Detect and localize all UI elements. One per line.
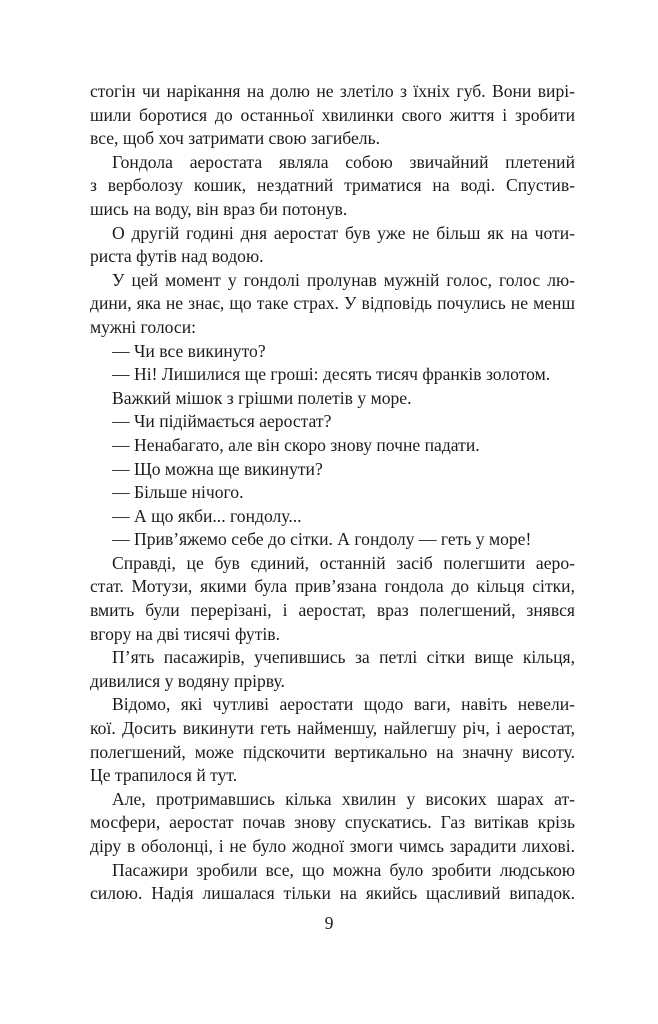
text-line: все, щоб хоч затримати свою загибель. [90,128,380,149]
text-line: дини, яка не знає, що таке страх. У відповідь почулись не менш [90,293,575,314]
text-line: У цей момент у гондолі пролунав мужній голос, голос лю- [112,269,575,290]
text-line: — Чи все викинуто? [112,340,266,361]
text-line: — А що якби... гондолу... [112,505,302,526]
text-line: — Прив’яжемо себе до сітки. А гондолу — геть у море! [112,529,532,550]
text-line: О другій годині дня аеростат був уже не більш як на чоти- [112,222,575,243]
text-line: П’ять пасажирів, учепившись за петлі сітки вище кільця, [112,647,575,668]
page-number: 9 [324,913,334,933]
text-line: Пасажири зробили все, що можна було зробити людською [112,859,575,880]
text-line: шись на воду, він враз би потонув. [90,198,348,219]
text-line: мужні голоси: [90,316,197,337]
text-line: Це трапилося й тут. [90,765,238,786]
text-line: стогін чи нарікання на долю не злетіло з їхніх губ. Вони вирі- [90,81,575,101]
text-line: Відомо, які чутливі аеростати щодо ваги, навіть невели- [112,694,575,715]
text-line: Гондола аеростата являла собою звичайний плетений [112,151,575,172]
text-line: — Більше нічого. [112,482,244,503]
page-body [90,80,575,906]
text-line: — Ні! Лишилися ще гроші: десять тисяч франків золотом. [112,364,551,385]
text-line: силою. Надія лишалася тільки на якийсь щасливий випадок. [90,883,575,904]
text-line: мосфери, аеростат почав знову спускатись. Газ витікав крізь [90,812,575,833]
text-line: вмить були перерізані, і аеростат, враз полегшений, знявся [90,600,575,621]
text-line: вгору на дві тисячі футів. [90,623,280,644]
text-line: — Ненабагато, але він скоро знову почне падати. [112,434,480,455]
text-line: риста футів над водою. [90,246,264,267]
text-line: кої. Досить викинути геть найменшу, найлегшу річ, і аеростат, [90,718,575,739]
text-line: — Чи підіймається аеростат? [112,411,332,432]
text-line: стат. Мотузи, якими була прив’язана гондола до кільця сітки, [90,576,575,597]
text-line: шили боротися до останньої хвилинки свого життя і зробити [90,104,575,125]
text-line: дивилися у водяну прірву. [90,670,285,691]
text-line: Але, протримавшись кілька хвилин у високих шарах ат- [112,788,575,809]
text-line: полегшений, може підскочити вертикально на значну висоту. [90,741,575,762]
text-line: Справді, це був єдиний, останній засіб полегшити аеро- [112,552,575,573]
text-line: Важкий мішок з грішми полетів у море. [112,387,412,408]
text-line: з верболозу кошик, нездатний триматися на воді. Спустив- [90,175,575,196]
text-line: діру в оболонці, і не було жодної змоги чимсь зарадити лихові. [90,836,575,856]
text-line: — Що можна ще викинути? [112,458,323,479]
